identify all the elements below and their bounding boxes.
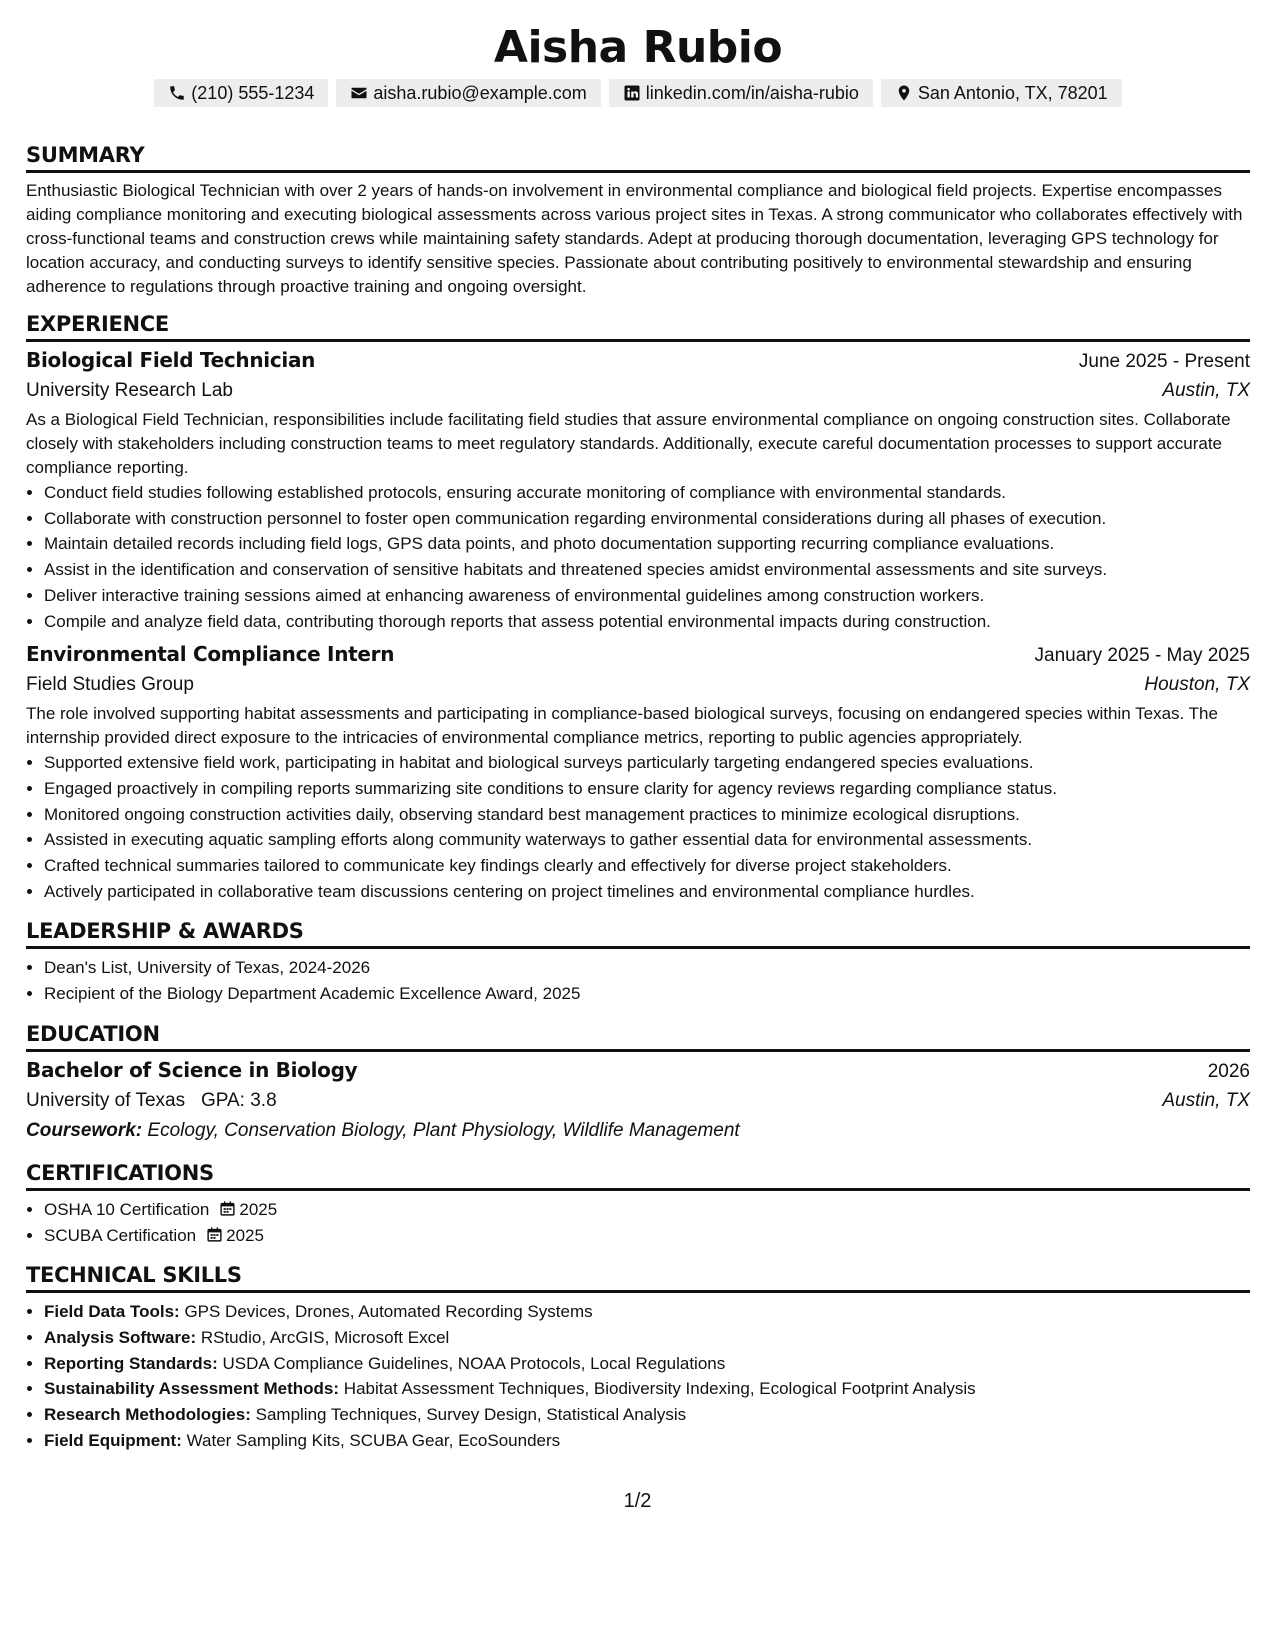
coursework: [26, 1116, 1250, 1146]
list-item: [44, 1376, 1250, 1402]
certification-year: 2025: [239, 1199, 278, 1219]
list-item: • Maintain detailed records including field logs, GPS data points, and photo documentation supporting recurring compliance evaluations.: [44, 531, 1250, 557]
candidate-name: Aisha Rubio: [493, 22, 783, 73]
summary-section: [26, 142, 1250, 299]
job-entry: [26, 640, 1250, 904]
phone-icon: [168, 84, 186, 102]
section-title-certifications: CERTIFICATIONS: [26, 1160, 1250, 1191]
certification-name: OSHA 10 Certification: [44, 1199, 210, 1219]
skill-label: Analysis Software:: [44, 1327, 197, 1347]
contact-linkedin[interactable]: [609, 79, 873, 107]
list-item: • Recipient of the Biology Department Academic Excellence Award, 2025: [44, 981, 1250, 1007]
list-item: • Actively participated in collaborative team discussions centering on project timelines and environmental compliance hurdles.: [44, 879, 1250, 905]
section-title-skills: TECHNICAL SKILLS: [26, 1262, 1250, 1293]
leadership-section: [26, 918, 1250, 1006]
list-item: • Compile and analyze field data, contributing thorough reports that assess potential environmental impacts during construction.: [44, 609, 1250, 635]
graduation-year: 2026: [1207, 1060, 1250, 1082]
certification-year: 2025: [226, 1225, 264, 1245]
school-location: Austin, TX: [1162, 1089, 1250, 1111]
contact-email[interactable]: [336, 79, 600, 107]
list-item: • Supported extensive field work, participating in habitat and biological surveys particularly targeting endangered species evaluations.: [44, 750, 1250, 776]
skill-label: Field Equipment:: [44, 1430, 182, 1450]
list-item: [44, 1325, 1250, 1351]
education-section: [26, 1021, 1250, 1146]
skills-section: [26, 1262, 1250, 1453]
job-location: Austin, TX: [1162, 380, 1250, 401]
calendar-icon: [209, 1200, 239, 1219]
certification-name: SCUBA Certification: [44, 1225, 197, 1245]
job-dates: June 2025 - Present: [1078, 351, 1250, 372]
list-item: • Deliver interactive training sessions aimed at enhancing awareness of environmental guidelines among construction workers.: [44, 583, 1250, 609]
skill-value: RStudio, ArcGIS, Microsoft Excel: [200, 1327, 450, 1347]
skill-value: Sampling Techniques, Survey Design, Statistical Analysis: [255, 1405, 687, 1425]
school-name: University of Texas: [26, 1089, 186, 1111]
linkedin-text: linkedin.com/in/aisha-rubio: [645, 83, 859, 103]
list-item: • Collaborate with construction personnel to foster open communication regarding environmental considerations during all phases of execution.: [44, 506, 1250, 532]
list-item: [44, 1351, 1250, 1377]
skill-label: Reporting Standards:: [44, 1353, 218, 1373]
contact-location: [881, 79, 1122, 107]
list-item: • Engaged proactively in compiling reports summarizing site conditions to ensure clarity for agency reviews regarding compliance status.: [44, 776, 1250, 802]
linkedin-icon: [623, 84, 641, 102]
skill-value: Habitat Assessment Techniques, Biodiversity Indexing, Ecological Footprint Analysis: [343, 1379, 976, 1399]
list-item: [44, 1402, 1250, 1428]
resume-page: [26, 0, 1250, 1453]
leadership-list: [26, 955, 1250, 1006]
job-organization: Field Studies Group: [26, 674, 194, 696]
location-text: San Antonio, TX, 78201: [917, 83, 1108, 103]
summary-text: Enthusiastic Biological Technician with over 2 years of hands-on involvement in environmental compliance and biological field projects. Expertise encompasses aiding compliance monitoring and executing biological assessments across various project sites in Texas. A strong communicator who collaborates effectively with cross-functional teams and construction crews while maintaining safety standards. Adept at producing thorough documentation, leveraging GPS technology for location accuracy, and conducting surveys to identify sensitive species. Passionate about contributing positively to environmental stewardship and ensuring adherence to regulations through proactive training and ongoing oversight.: [26, 181, 1243, 296]
skill-value: USDA Compliance Guidelines, NOAA Protocols, Local Regulations: [222, 1353, 726, 1373]
skill-label: Research Methodologies:: [44, 1405, 251, 1425]
section-title-education: EDUCATION: [26, 1021, 1250, 1052]
calendar-icon: [196, 1226, 226, 1245]
section-title-leadership: LEADERSHIP & AWARDS: [26, 918, 1250, 949]
gpa: GPA: 3.8: [200, 1089, 277, 1111]
list-item: [44, 1299, 1250, 1325]
list-item: [44, 1197, 1250, 1223]
list-item: • Assist in the identification and conservation of sensitive habitats and threatened species amidst environmental assessments and site surveys.: [44, 557, 1250, 583]
email-text: aisha.rubio@example.com: [373, 83, 587, 103]
job-title: Environmental Compliance Intern: [26, 642, 395, 667]
skill-value: Water Sampling Kits, SCUBA Gear, EcoSounders: [186, 1430, 561, 1450]
job-bullets: [26, 750, 1250, 904]
map-pin-icon: [895, 84, 913, 102]
page-number: 1/2: [623, 1490, 652, 1512]
list-item: • Conduct field studies following established protocols, ensuring accurate monitoring of compliance with environmental standards.: [44, 480, 1250, 506]
contact-phone[interactable]: [154, 79, 328, 107]
list-item: [44, 1223, 1250, 1249]
job-entry: [26, 346, 1250, 634]
list-item: [44, 1428, 1250, 1454]
phone-text: (210) 555-1234: [191, 83, 315, 103]
job-description: As a Biological Field Technician, responsibilities include facilitating field studies that assure environmental compliance on ongoing construction sites. Collaborate closely with stakeholders including construction teams to meet regulatory standards. Additionally, execute careful documentation processes to support accurate compliance reporting.: [26, 410, 1231, 477]
envelope-icon: [350, 84, 368, 102]
experience-section: [26, 311, 1250, 904]
skill-value: GPS Devices, Drones, Automated Recording Systems: [184, 1302, 593, 1322]
school-and-gpa: [26, 1086, 277, 1116]
coursework-label: Coursework:: [26, 1119, 143, 1141]
list-item: • Dean's List, University of Texas, 2024-2026: [44, 955, 1250, 981]
skills-list: [26, 1299, 1250, 1453]
skill-label: Field Data Tools:: [44, 1302, 180, 1322]
skill-label: Sustainability Assessment Methods:: [44, 1379, 340, 1399]
contact-bar: [26, 79, 1250, 107]
job-description: The role involved supporting habitat assessments and participating in compliance-based biological surveys, focusing on endangered species within Texas. The internship provided direct exposure to the intricacies of environmental compliance metrics, reporting to public agencies appropriately.: [26, 704, 1218, 748]
section-title-experience: EXPERIENCE: [26, 311, 1250, 342]
certifications-section: [26, 1160, 1250, 1248]
job-title: Biological Field Technician: [26, 348, 316, 372]
job-location: Houston, TX: [1144, 674, 1250, 696]
job-bullets: [26, 480, 1250, 634]
coursework-list: Ecology, Conservation Biology, Plant Physiology, Wildlife Management: [147, 1119, 740, 1141]
job-organization: University Research Lab: [26, 380, 233, 401]
job-dates: January 2025 - May 2025: [1034, 645, 1250, 667]
certifications-list: [26, 1197, 1250, 1248]
list-item: • Assisted in executing aquatic sampling efforts along community waterways to gather essential data for environmental assessments.: [44, 827, 1250, 853]
degree: Bachelor of Science in Biology: [26, 1057, 358, 1082]
list-item: • Crafted technical summaries tailored to communicate key findings clearly and effectively for diverse project stakeholders.: [44, 853, 1250, 879]
section-title-summary: SUMMARY: [26, 142, 1250, 173]
list-item: • Monitored ongoing construction activities daily, observing standard best management practices to minimize ecological disruptions.: [44, 802, 1250, 828]
